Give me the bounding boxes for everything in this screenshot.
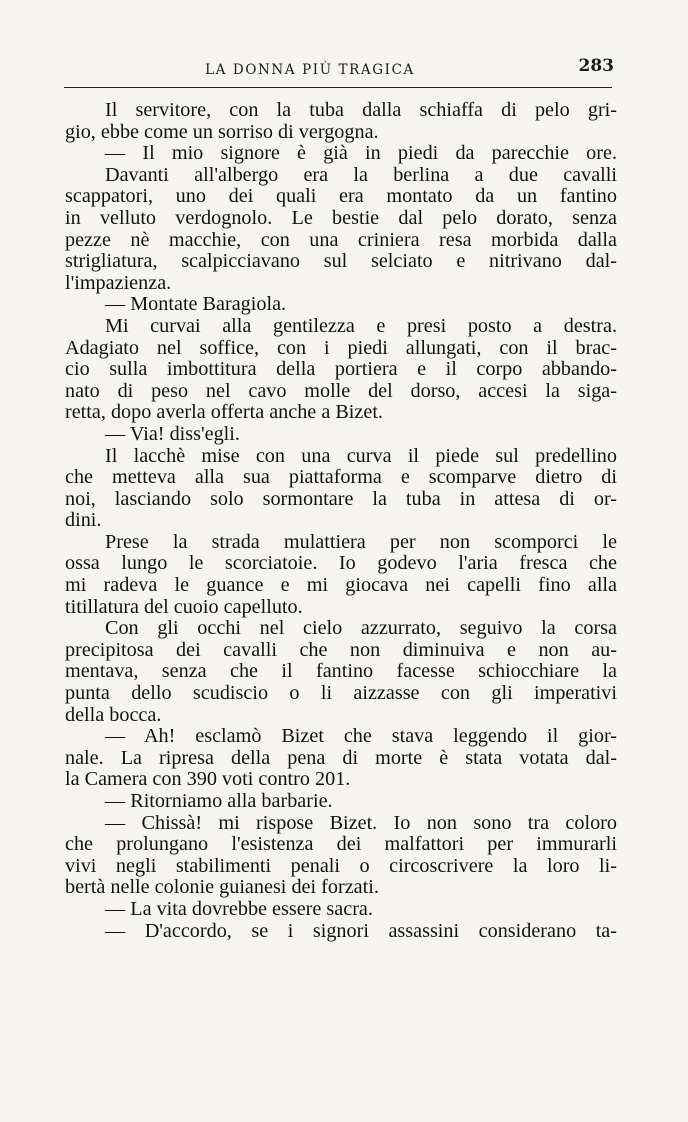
page-header [60, 56, 620, 86]
text-line: in velluto verdognolo. Le bestie dal pelo dorato, senza [65, 206, 617, 229]
text-line: retta, dopo averla offerta anche a Bizet. [65, 401, 383, 424]
text-line: — Chissà! mi rispose Bizet. Io non sono tra coloro [105, 811, 617, 834]
text-line: precipitosa dei cavalli che non diminuiva e non au- [65, 638, 617, 661]
text-line: Mi curvai alla gentilezza e presi posto a destra. [105, 314, 617, 337]
text-line: della bocca. [65, 703, 162, 726]
text-line: pezze nè macchie, con una criniera resa morbida dalla [65, 228, 617, 251]
text-line: ossa lungo le scorciatoie. Io godevo l'aria fresca che [65, 552, 617, 575]
text-line: Con gli occhi nel cielo azzurrato, seguivo la corsa [105, 617, 617, 640]
text-line: mentava, senza che il fantino facesse schiocchiare la [65, 660, 617, 683]
text-line: — D'accordo, se i signori assassini considerano ta- [105, 919, 617, 942]
body-text [65, 100, 617, 942]
text-line: dini. [65, 509, 102, 532]
text-line: l'impazienza. [65, 271, 172, 294]
text-line: Il servitore, con la tuba dalla schiaffa di pelo gri- [105, 99, 617, 121]
text-line: la Camera con 390 voti contro 201. [65, 768, 351, 791]
text-line: gio, ebbe come un sorriso di vergogna. [65, 120, 379, 143]
text-line: — Ah! esclamò Bizet che stava leggendo il gior- [105, 725, 617, 748]
text-line: bertà nelle colonie guianesi dei forzati. [65, 876, 379, 899]
header-rule [64, 87, 612, 88]
text-line: titillatura del cuoio capelluto. [65, 595, 303, 618]
text-line: vivi negli stabilimenti penali o circoscrivere la loro li- [65, 854, 617, 877]
text-line: — Montate Baragiola. [105, 293, 287, 316]
text-line: nato di peso nel cavo molle del dorso, accesi la siga- [65, 379, 617, 402]
text-line: — Ritorniamo alla barbarie. [105, 790, 333, 812]
text-line: strigliatura, scalpicciavano sul selciato e nitrivano dal- [65, 250, 617, 273]
text-line: Adagiato nel soffice, con i piedi allungati, con il brac- [65, 336, 617, 359]
text-line: nale. La ripresa della pena di morte è stata votata dal- [65, 746, 617, 769]
text-line: che prolungano l'esistenza dei malfattori per immurarli [65, 833, 617, 856]
text-line: mi radeva le guance e mi giocava nei capelli fino alla [65, 574, 617, 597]
text-line: che metteva alla sua piattaforma e scomparve dietro di [65, 466, 617, 489]
text-line: Il lacchè mise con una curva il piede sul predellino [105, 444, 617, 467]
text-line: — Il mio signore è già in piedi da parecchie ore. [105, 142, 617, 165]
text-line: noi, lasciando solo sormontare la tuba in attesa di or- [65, 487, 617, 510]
text-line: — Via! diss'egli. [105, 422, 240, 445]
text-line: Prese la strada mulattiera per non scomporci le [105, 530, 617, 553]
text-line: scappatori, uno dei quali era montato da un fantino [65, 185, 617, 208]
text-line: punta dello scudiscio o li aizzasse con gli imperativi [65, 682, 617, 705]
running-title: LA DONNA PIÙ TRAGICA [205, 62, 415, 78]
text-line: Davanti all'albergo era la berlina a due cavalli [105, 163, 617, 186]
text-line: cio sulla imbottitura della portiera e il corpo abbando- [65, 358, 617, 381]
text-line: — La vita dovrebbe essere sacra. [105, 897, 373, 920]
page-number: 283 [578, 56, 614, 76]
